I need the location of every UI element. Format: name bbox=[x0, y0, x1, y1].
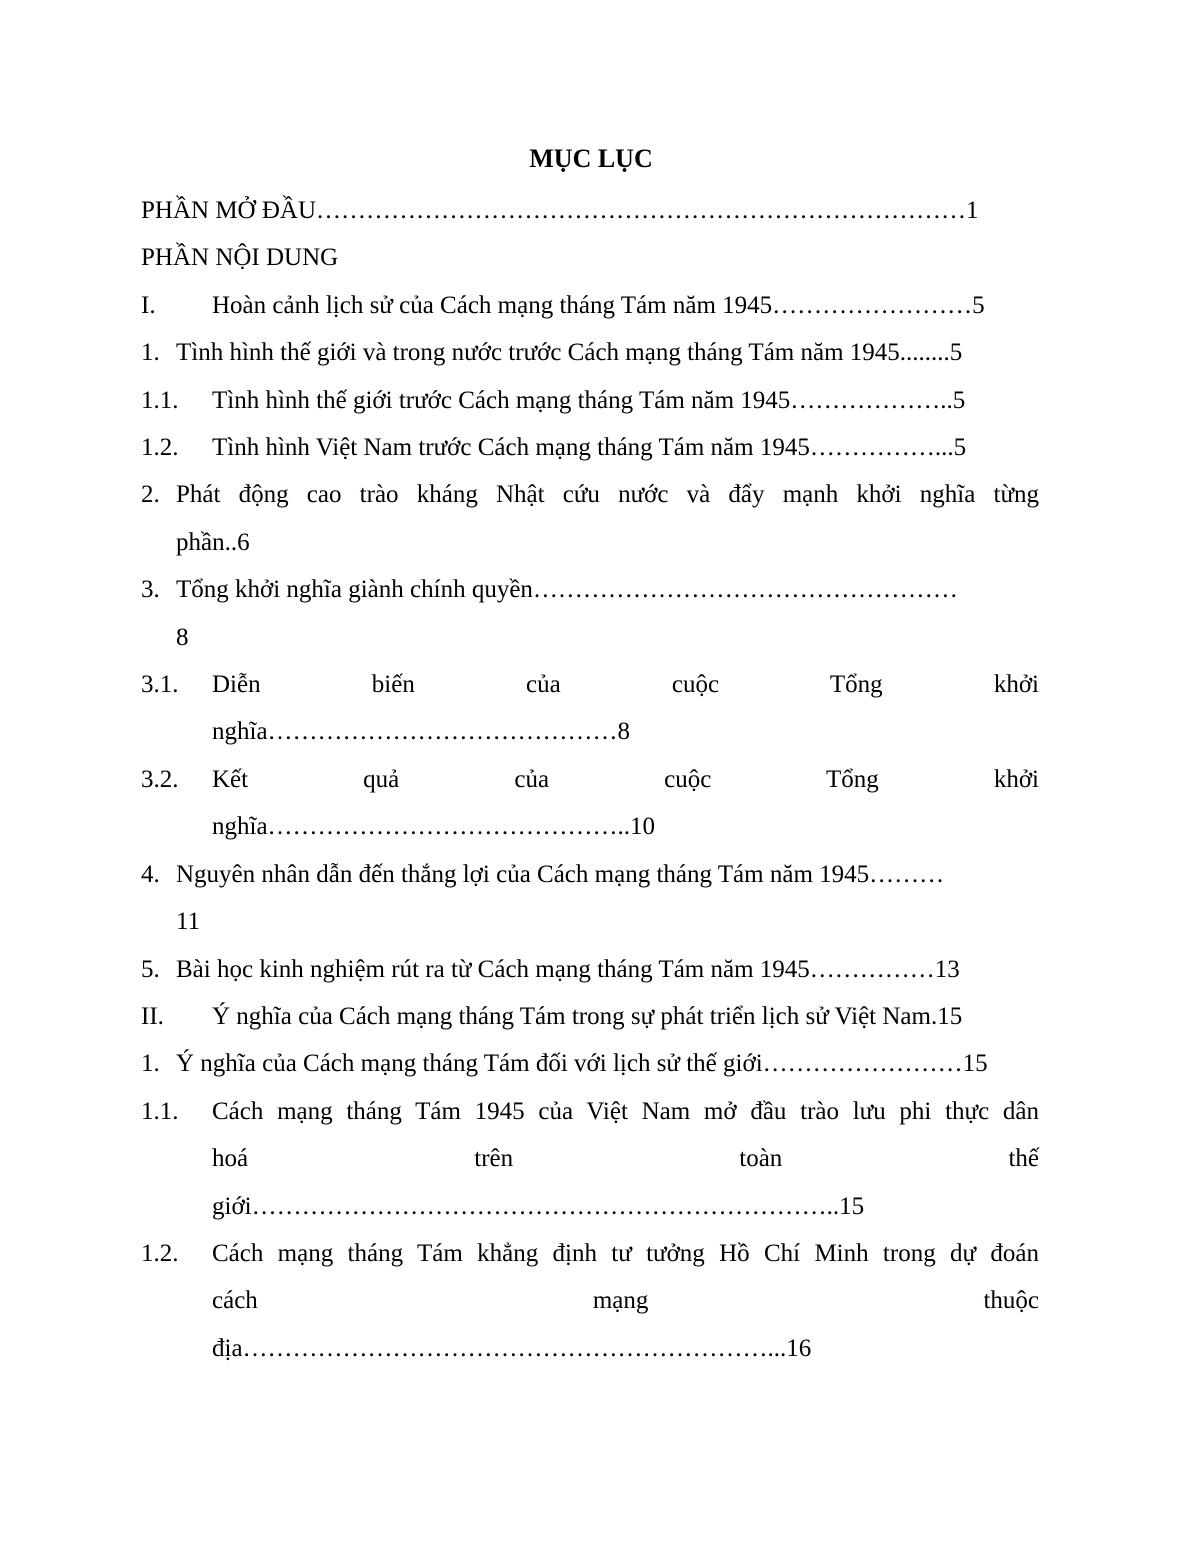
page-title: MỤC LỤC bbox=[529, 144, 653, 173]
toc-entry-1[interactable] bbox=[141, 329, 1039, 376]
toc-entry-text: Tình hình thế giới và trong nước trước Cách mạng tháng Tám năm 1945........5 bbox=[176, 339, 963, 367]
toc-entry-1-2[interactable] bbox=[141, 424, 1039, 471]
toc-entry-line: giới……………………………………………………………..15 bbox=[212, 1192, 865, 1220]
toc-entry-line: Tổng khởi nghĩa giành chính quyền…………………………………………… bbox=[176, 576, 958, 604]
toc-entry-line: 8 bbox=[176, 623, 189, 651]
toc-entry-text: Hoàn cảnh lịch sử của Cách mạng tháng Tám năm 1945……………………5 bbox=[212, 291, 985, 319]
toc-entry-2[interactable] bbox=[141, 471, 1039, 566]
toc-entry-number: 1. bbox=[141, 1050, 160, 1078]
toc-entry-section-1[interactable] bbox=[141, 282, 1039, 329]
toc-entry-text: Ý nghĩa của Cách mạng tháng Tám trong sự phát triển lịch sử Việt Nam.15 bbox=[212, 1002, 963, 1030]
toc-entry-number: 2. bbox=[141, 481, 160, 509]
toc-entry-section-2[interactable] bbox=[141, 993, 1039, 1040]
toc-entry-line: nghĩa……………………………………..10 bbox=[212, 813, 656, 841]
toc-entry-text bbox=[141, 756, 1039, 851]
toc-entry-line: Kết quả của cuộc Tổng khởi bbox=[212, 765, 1039, 793]
toc-entry-text: Tình hình thế giới trước Cách mạng tháng Tám năm 1945………………..5 bbox=[212, 386, 966, 414]
toc-entry-number: II. bbox=[141, 1002, 164, 1030]
toc-entry-line: Phát động cao trào kháng Nhật cứu nước và đẩy mạnh khởi nghĩa từng bbox=[176, 481, 1039, 509]
toc-entry-text: Bài học kinh nghiệm rút ra từ Cách mạng tháng Tám năm 1945……………13 bbox=[176, 955, 960, 983]
toc-entry-number: I. bbox=[141, 291, 156, 319]
toc-entry-line: Diễn biến của cuộc Tổng khởi bbox=[212, 671, 1039, 699]
toc-entry-line: Cách mạng tháng Tám 1945 của Việt Nam mở đầu trào lưu phi thực dân bbox=[212, 1097, 1039, 1125]
toc-entry-number: 1.1. bbox=[141, 386, 179, 414]
toc-entry-number: 3.2. bbox=[141, 765, 179, 793]
toc-entry-line: Nguyên nhân dẫn đến thắng lợi của Cách mạng tháng Tám năm 1945……… bbox=[176, 860, 945, 888]
toc-entry-text bbox=[141, 566, 1039, 661]
toc-entry-number: 4. bbox=[141, 860, 160, 888]
toc-entry-3-1[interactable] bbox=[141, 661, 1039, 756]
toc-entry-text bbox=[141, 661, 1039, 756]
toc-entry-4[interactable] bbox=[141, 851, 1039, 946]
toc-entry-number: 5. bbox=[141, 955, 160, 983]
toc-entry-3[interactable] bbox=[141, 566, 1039, 661]
toc-entry-line: địa………………………………………………………...16 bbox=[212, 1334, 812, 1362]
toc-entry-line: phần..6 bbox=[176, 528, 250, 556]
toc-entry-2-1[interactable] bbox=[141, 1040, 1039, 1087]
toc-entry-text bbox=[141, 1088, 1039, 1230]
toc-entry-text: PHẦN MỞ ĐẦU……………………………………………………………………1 bbox=[141, 197, 979, 224]
toc-entry-1-1[interactable] bbox=[141, 377, 1039, 424]
toc-entry-line: cách mạng thuộc bbox=[212, 1287, 1039, 1315]
toc-entry-line: 11 bbox=[176, 908, 201, 936]
toc-entry-text bbox=[141, 471, 1039, 566]
toc-entry-introduction[interactable] bbox=[141, 187, 1039, 234]
toc-entry-number: 3. bbox=[141, 576, 160, 604]
toc-entry-main-content[interactable] bbox=[141, 234, 1039, 281]
toc-entry-text bbox=[141, 851, 1039, 946]
toc-entry-number: 1.2. bbox=[141, 434, 179, 462]
toc-entry-number: 3.1. bbox=[141, 671, 179, 699]
toc-entry-number: 1. bbox=[141, 339, 160, 367]
toc-entry-2-1-2[interactable] bbox=[141, 1230, 1039, 1372]
toc-entry-text: Ý nghĩa của Cách mạng tháng Tám đối với lịch sử thế giới……………………15 bbox=[176, 1050, 988, 1078]
toc-entry-number: 1.2. bbox=[141, 1239, 179, 1267]
toc-entry-2-1-1[interactable] bbox=[141, 1088, 1039, 1230]
toc-entry-line: hoá trên toàn thế bbox=[212, 1145, 1039, 1173]
toc-entry-text: Tình hình Việt Nam trước Cách mạng tháng Tám năm 1945……………...5 bbox=[212, 434, 967, 462]
toc-entry-text: PHẦN NỘI DUNG bbox=[141, 244, 339, 272]
toc-entry-line: Cách mạng tháng Tám khẳng định tư tưởng Hồ Chí Minh trong dự đoán bbox=[212, 1239, 1039, 1267]
table-of-contents bbox=[141, 187, 1039, 1372]
toc-entry-text bbox=[141, 1230, 1039, 1372]
toc-entry-line: nghĩa……………………………………8 bbox=[212, 718, 631, 746]
toc-entry-3-2[interactable] bbox=[141, 756, 1039, 851]
toc-entry-5[interactable] bbox=[141, 946, 1039, 993]
toc-entry-number: 1.1. bbox=[141, 1097, 179, 1125]
